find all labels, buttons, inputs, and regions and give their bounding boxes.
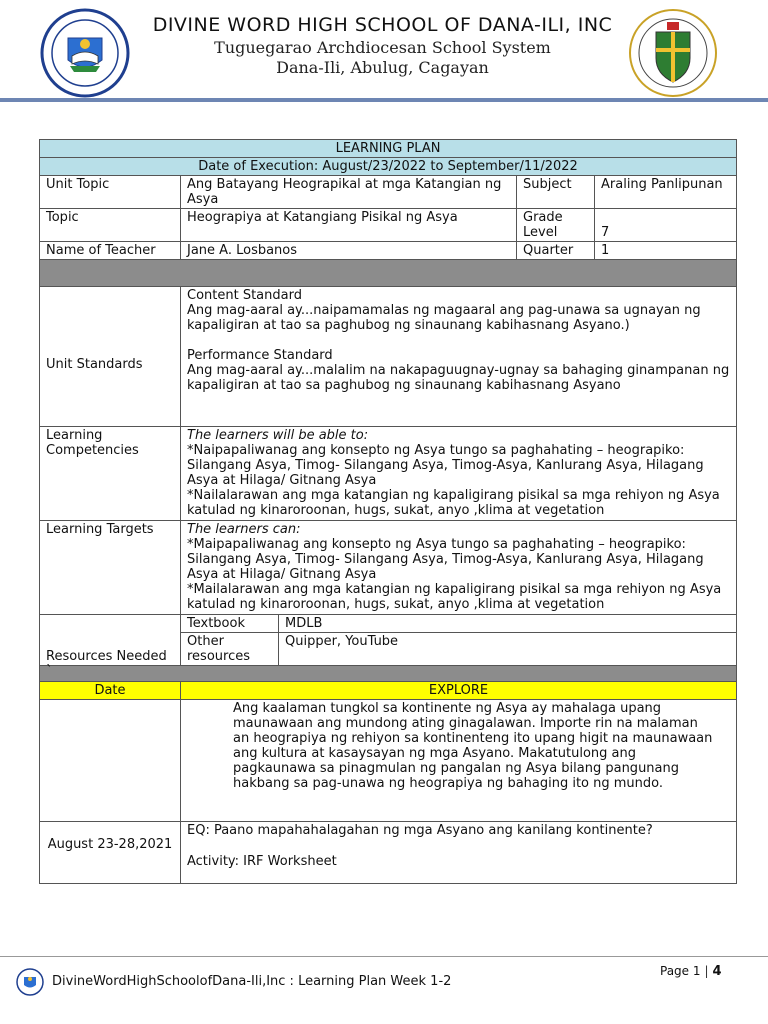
- teacher-value: Jane A. Losbanos: [181, 242, 517, 260]
- textbook-value: MDLB: [279, 615, 737, 633]
- explore-header: EXPLORE: [181, 682, 737, 700]
- explore-text: Ang kaalaman tungkol sa kontinente ng Asya ay mahalaga upang maunawaan ang mundong ating ginagalawan. Importe rin na malaman an heograpiya ng rehiyon sa kontinenteng ito upang higit na maunawaan ang kultura at kasaysayan ng mga Asyano. Makatutulong ang pagkaunawa sa pinagmulan ng pangalan ng Asya bilang pangunang hakbang sa pag-unawa ng heograpiya ng bahaging ito ng mundo.: [181, 700, 737, 822]
- page-header: [0, 0, 768, 100]
- unit-standards-label: Unit Standards: [40, 287, 181, 427]
- other-resources-value: Quipper, YouTube: [279, 633, 737, 666]
- section-band-backtick: `: [40, 666, 737, 682]
- topic-label: Topic: [40, 209, 181, 242]
- activity-cell: [181, 822, 737, 884]
- target-item: *Mailalarawan ang mga katangian ng kapaligirang pisikal sa mga rehiyon ng Asya katulad ng kinaroroonan, hugs, sukat, anyo ,klima at vegetation: [187, 582, 722, 612]
- performance-standard-title: Performance Standard: [187, 348, 333, 363]
- quarter-value: 1: [595, 242, 737, 260]
- school-name: DIVINE WORD HIGH SCHOOL OF DANA-ILI, INC: [152, 14, 613, 36]
- school-seal-logo: [40, 8, 130, 98]
- competencies-cell: [181, 427, 737, 521]
- page-label: Page 1: [660, 964, 701, 978]
- page-total: 4: [712, 964, 722, 979]
- session-date: August 23-28,2021: [40, 822, 181, 884]
- unit-standards-cell: [181, 287, 737, 427]
- textbook-label: Textbook: [181, 615, 279, 633]
- page-number: Page 1 | 4: [660, 964, 722, 979]
- targets-intro: The learners can:: [187, 522, 301, 537]
- competencies-intro: The learners will be able to:: [187, 428, 369, 443]
- content-standard-text: Ang mag-aaral ay...naipamamalas ng magaaral ang pag-unawa sa ugnayan ng kapaligiran at tao sa paghubog ng sinaunang kabihasnang Asyano.): [187, 303, 701, 333]
- topic-value: Heograpiya at Katangiang Pisikal ng Asya: [181, 209, 517, 242]
- targets-label: Learning Targets: [40, 521, 181, 615]
- targets-cell: [181, 521, 737, 615]
- grade-value: 7: [595, 209, 737, 242]
- competencies-label: Learning Competencies: [40, 427, 181, 521]
- unit-topic-value: Ang Batayang Heograpikal at mga Katangian ng Asya: [181, 176, 517, 209]
- activity-text: Activity: IRF Worksheet: [187, 854, 337, 869]
- date-header: Date: [40, 682, 181, 700]
- archdiocesan-seal-logo: [628, 8, 718, 98]
- resources-label: Resources Needed: [40, 615, 181, 666]
- execution-dates: Date of Execution: August/23/2022 to September/11/2022: [40, 158, 737, 176]
- grade-label: Grade Level: [517, 209, 595, 242]
- essential-question: EQ: Paano mapahahalagahan ng mga Asyano ang kanilang kontinente?: [187, 823, 653, 838]
- learning-plan-table: [39, 139, 737, 884]
- subject-value: Araling Panlipunan: [595, 176, 737, 209]
- performance-standard-text: Ang mag-aaral ay...malalim na nakapaguugnay-ugnay sa bahaging ginampanan ng kapaligiran at tao sa paghubog ng sinaunang kabihasnang Asyano: [187, 363, 730, 393]
- competency-item: *Nailalarawan ang mga katangian ng kapaligirang pisikal sa mga rehiyon ng Asya katulad ng kinaroroonan, hugs, sukat, anyo ,klima at vegetation: [187, 488, 720, 518]
- school-seal-small-logo: [16, 968, 44, 996]
- footer-text: DivineWordHighSchoolofDana-Ili,Inc : Learning Plan Week 1-2: [52, 974, 452, 989]
- content-standard-title: Content Standard: [187, 288, 302, 303]
- other-resources-label: Other resources: [181, 633, 279, 666]
- unit-topic-label: Unit Topic: [40, 176, 181, 209]
- explore-date-cell: [40, 700, 181, 822]
- quarter-label: Quarter: [517, 242, 595, 260]
- target-item: *Maipapaliwanag ang konsepto ng Asya tungo sa paghahating – heograpiko: Silangang Asya, Timog- Silangang Asya, Timog-Asya, Kanlurang Asya, Hilagang Asya at Hilaga/ Gitnang Asya: [187, 537, 704, 582]
- competency-item: *Naipapaliwanag ang konsepto ng Asya tungo sa paghahating – heograpiko: Silangang Asya, Timog- Silangang Asya, Timog-Asya, Kanlurang Asya, Hilagang Asya at Hilaga/ Gitnang Asya: [187, 443, 704, 488]
- header-divider: [0, 98, 768, 102]
- school-address: Dana-Ili, Abulug, Cagayan: [276, 58, 489, 77]
- section-band: [40, 260, 737, 287]
- teacher-label: Name of Teacher: [40, 242, 181, 260]
- plan-title: LEARNING PLAN: [40, 140, 737, 158]
- school-system: Tuguegarao Archdiocesan School System: [214, 38, 551, 57]
- footer-divider: [0, 956, 768, 957]
- subject-label: Subject: [517, 176, 595, 209]
